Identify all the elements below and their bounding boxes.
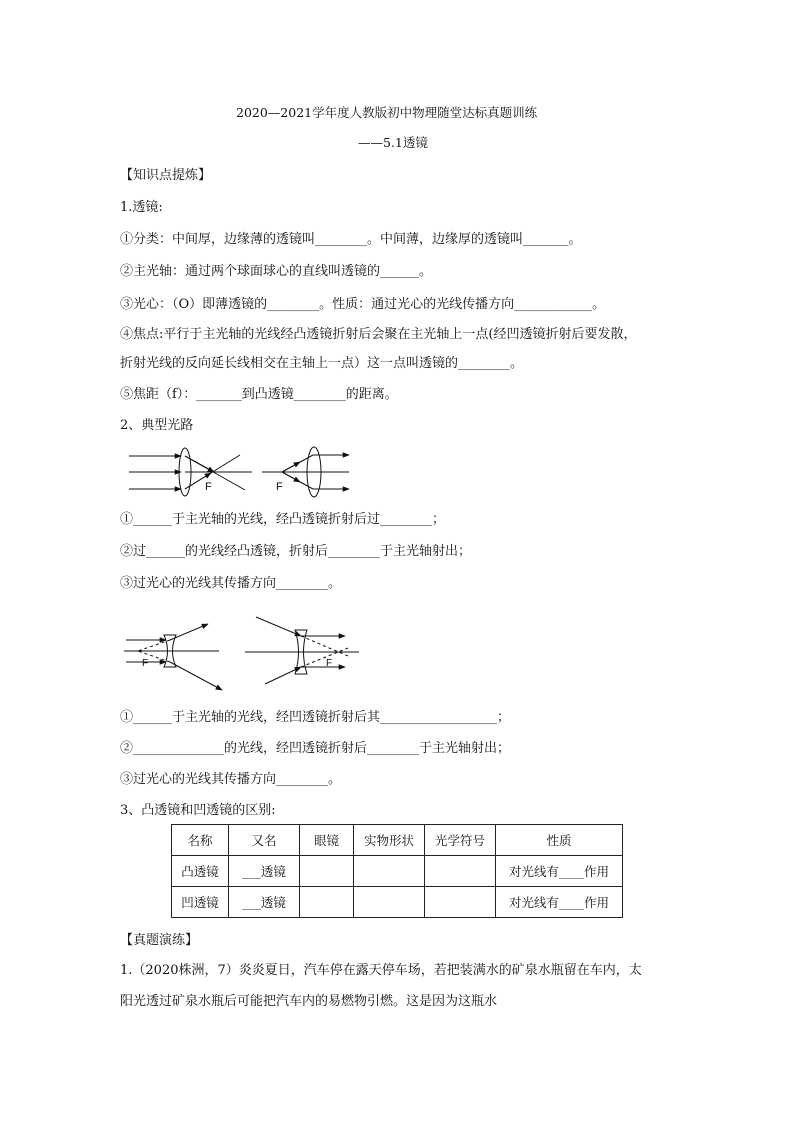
- table-row: [172, 856, 623, 887]
- page-title: 2020—2021学年度人教版初中物理随堂达标真题训练: [236, 105, 538, 120]
- concave-parallel-rays: [124, 624, 222, 690]
- table-cell: ___透镜: [229, 887, 300, 918]
- convex-focus-label-right: F: [276, 481, 283, 493]
- knowledge-heading: 【知识点提炼】: [120, 168, 212, 183]
- table-cell: ___透镜: [229, 856, 300, 887]
- practice-heading: 【真题演练】: [120, 933, 199, 948]
- knowledge-focus-line-2: 折射光线的反向延长线相交在主轴上一点）这一点叫透镜的________。: [120, 356, 524, 371]
- table-cell: [354, 887, 425, 918]
- table-cell: [354, 856, 425, 887]
- convex-focus-label-left: F: [205, 481, 212, 493]
- knowledge-axis: ②主光轴：通过两个球面球心的直线叫透镜的______。: [120, 264, 433, 279]
- convex-question-2: ②过______的光线经凸透镜，折射后________于主光轴射出；: [120, 544, 472, 559]
- table-cell: 对光线有____作用: [496, 887, 623, 918]
- table-cell: 对光线有____作用: [496, 856, 623, 887]
- compare-heading: 3、凸透镜和凹透镜的区别:: [120, 803, 276, 818]
- lens-comparison-table: [171, 824, 623, 918]
- table-header-cell: 眼镜: [300, 825, 354, 856]
- concave-focus-rays: [245, 617, 359, 684]
- concave-focus-label-right: F: [326, 658, 333, 669]
- page-subtitle: ——5.1透镜: [358, 135, 428, 150]
- knowledge-focal: ⑤焦距（f）：_______到凸透镜________的距离。: [120, 387, 398, 402]
- table-header-cell: 光学符号: [425, 825, 496, 856]
- table-cell: [425, 887, 496, 918]
- convex-question-3: ③过光心的光线其传播方向________。: [120, 576, 342, 591]
- concave-question-2: ②______________的光线，经凹透镜折射后________于主光轴射出；: [120, 741, 511, 756]
- knowledge-center: ③光心：（O）即薄透镜的________。性质：通过光心的光线传播方向____________。: [120, 297, 606, 312]
- concave-focus-label-left: F: [142, 658, 149, 669]
- table-header-cell: 又名: [229, 825, 300, 856]
- table-row: [172, 887, 623, 918]
- knowledge-classify: ①分类：中间厚，边缘薄的透镜叫________。中间薄，边缘厚的透镜叫_______。: [120, 232, 582, 247]
- concave-question-1: ①______于主光轴的光线，经凹透镜折射后其__________________；: [120, 710, 511, 725]
- concave-question-3: ③过光心的光线其传播方向________。: [120, 772, 342, 787]
- practice-question-1-line-2: 阳光透过矿泉水瓶后可能把汽车内的易燃物引燃。这是因为这瓶水: [120, 994, 498, 1009]
- table-cell: [425, 856, 496, 887]
- table-cell: 凸透镜: [172, 856, 229, 887]
- table-cell: [300, 856, 354, 887]
- practice-question-1-line-1: 1.（2020株洲，7）炎炎夏日，汽车停在露天停车场，若把装满水的矿泉水瓶留在车内，太: [120, 963, 642, 978]
- table-header-row: [172, 825, 623, 856]
- table-header-cell: 实物形状: [354, 825, 425, 856]
- table-cell: 凹透镜: [172, 887, 229, 918]
- table-header-cell: 性质: [496, 825, 623, 856]
- table-cell: [300, 887, 354, 918]
- convex-parallel-rays: [129, 448, 252, 496]
- paths-heading: 2、典型光路: [120, 418, 194, 433]
- convex-question-1: ①______于主光轴的光线，经凸透镜折射后过________；: [120, 512, 446, 527]
- knowledge-focus-line-1: ④焦点:平行于主光轴的光线经凸透镜折射后会聚在主光轴上一点(经凹透镜折射后要发散，: [120, 327, 637, 342]
- knowledge-item-1: 1.透镜:: [120, 200, 163, 215]
- table-header-cell: 名称: [172, 825, 229, 856]
